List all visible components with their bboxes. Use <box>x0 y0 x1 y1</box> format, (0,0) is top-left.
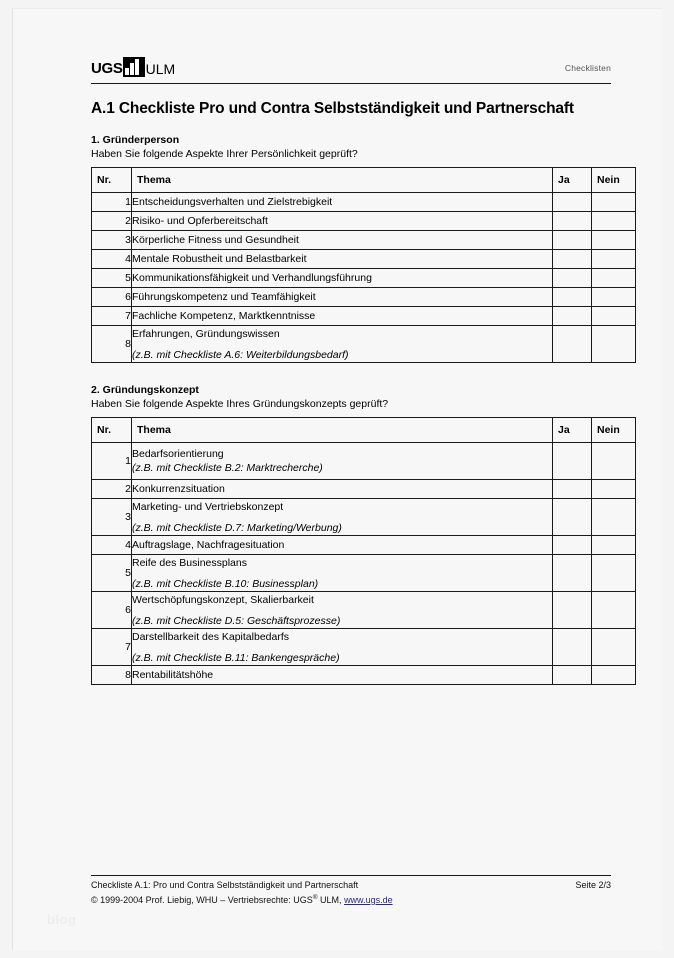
checkbox-cell-nein[interactable] <box>592 326 636 363</box>
header-category-label: Checklisten <box>564 63 611 73</box>
row-topic <box>132 269 553 288</box>
checkbox-cell-ja[interactable] <box>553 250 592 269</box>
row-topic-text: Erfahrungen, Gründungswissen <box>132 327 280 340</box>
row-topic-text: Reife des Businessplans <box>132 556 247 569</box>
row-number: 6 <box>92 288 132 307</box>
section-1-heading: 1. Gründerperson <box>91 134 180 146</box>
row-number: 7 <box>92 629 132 666</box>
document-content <box>91 53 620 685</box>
section-2-subheading: Haben Sie folgende Aspekte Ihres Gründungskonzepts geprüft? <box>91 398 389 410</box>
row-topic-text: Bedarfsorientierung <box>132 448 224 460</box>
row-topic <box>132 666 553 685</box>
footer-title-line: Checkliste A.1: Pro und Contra Selbstständigkeit und Partnerschaft <box>91 880 359 890</box>
logo-text-ulm: ULM <box>145 61 176 77</box>
document-sheet <box>12 8 662 950</box>
row-topic-text: Konkurrenzsituation <box>132 483 225 495</box>
table-row <box>92 629 636 666</box>
row-topic <box>132 307 553 326</box>
footer-copyright-line <box>91 892 611 907</box>
checkbox-cell-ja[interactable] <box>553 536 592 555</box>
table-header-row <box>92 418 636 443</box>
checkbox-cell-nein[interactable] <box>592 443 636 480</box>
row-topic <box>132 536 553 555</box>
row-topic <box>132 193 553 212</box>
table-row <box>92 269 636 288</box>
blog-watermark: blog <box>47 912 77 927</box>
checkbox-cell-ja[interactable] <box>553 269 592 288</box>
table-row <box>92 288 636 307</box>
checkbox-cell-nein[interactable] <box>592 288 636 307</box>
row-topic-text: Entscheidungsverhalten und Zielstrebigkeit <box>132 196 333 208</box>
checkbox-cell-ja[interactable] <box>553 443 592 480</box>
checkbox-cell-nein[interactable] <box>592 499 636 536</box>
checkbox-cell-nein[interactable] <box>592 536 636 555</box>
checkbox-cell-nein[interactable] <box>592 269 636 288</box>
table-row <box>92 536 636 555</box>
row-topic <box>132 250 553 269</box>
row-topic <box>132 288 553 307</box>
footer-text-block <box>91 879 611 906</box>
checkbox-cell-nein[interactable] <box>592 555 636 592</box>
row-number: 4 <box>92 536 132 555</box>
footer-copyright-mid: ULM, <box>317 894 345 905</box>
footer-divider <box>91 875 611 876</box>
section-2-heading: 2. Gründungskonzept <box>91 384 199 396</box>
column-header-nein: Nein <box>592 168 636 193</box>
ugs-ulm-logo <box>91 55 175 77</box>
row-number: 1 <box>92 443 132 480</box>
table-row <box>92 555 636 592</box>
table-row <box>92 231 636 250</box>
checkbox-cell-ja[interactable] <box>553 193 592 212</box>
checkbox-cell-ja[interactable] <box>553 480 592 499</box>
checkbox-cell-nein[interactable] <box>592 666 636 685</box>
table-row <box>92 499 636 536</box>
row-number: 3 <box>92 499 132 536</box>
table-header-row <box>92 168 636 193</box>
column-header-nr: Nr. <box>92 168 132 193</box>
table-row <box>92 250 636 269</box>
row-topic-note: (z.B. mit Checkliste B.10: Businessplan) <box>132 577 319 590</box>
table-row <box>92 193 636 212</box>
row-number: 3 <box>92 231 132 250</box>
row-topic <box>132 555 553 592</box>
row-topic-text: Marketing- und Vertriebskonzept <box>132 500 284 513</box>
row-topic <box>132 212 553 231</box>
row-topic <box>132 499 553 536</box>
row-number: 5 <box>92 269 132 288</box>
checkbox-cell-ja[interactable] <box>553 307 592 326</box>
row-topic-text: Fachliche Kompetenz, Marktkenntnisse <box>132 310 316 322</box>
column-header-ja: Ja <box>553 168 592 193</box>
checklist-table-2 <box>91 417 636 685</box>
checkbox-cell-nein[interactable] <box>592 212 636 231</box>
checkbox-cell-ja[interactable] <box>553 288 592 307</box>
row-number: 2 <box>92 480 132 499</box>
row-topic-text: Mentale Robustheit und Belastbarkeit <box>132 253 307 265</box>
header-divider <box>91 83 611 84</box>
row-number: 1 <box>92 193 132 212</box>
row-topic <box>132 231 553 250</box>
checkbox-cell-ja[interactable] <box>553 666 592 685</box>
column-header-thema: Thema <box>132 168 553 193</box>
checkbox-cell-ja[interactable] <box>553 499 592 536</box>
bar-chart-icon <box>123 57 145 77</box>
checkbox-cell-nein[interactable] <box>592 193 636 212</box>
document-footer <box>91 875 611 906</box>
column-header-thema: Thema <box>132 418 553 443</box>
checkbox-cell-ja[interactable] <box>553 629 592 666</box>
row-number: 8 <box>92 666 132 685</box>
row-topic-text: Wertschöpfungskonzept, Skalierbarkeit <box>132 593 314 606</box>
document-header <box>91 53 611 83</box>
table-row <box>92 326 636 363</box>
checkbox-cell-ja[interactable] <box>553 326 592 363</box>
row-topic-note: (z.B. mit Checkliste D.7: Marketing/Werbung) <box>132 521 342 534</box>
row-topic-note: (z.B. mit Checkliste A.6: Weiterbildungsbedarf) <box>132 348 349 361</box>
checkbox-cell-ja[interactable] <box>553 212 592 231</box>
column-header-ja: Ja <box>553 418 592 443</box>
checkbox-cell-nein[interactable] <box>592 629 636 666</box>
row-topic <box>132 629 553 666</box>
row-topic-text: Kommunikationsfähigkeit und Verhandlungsführung <box>132 272 372 284</box>
row-topic-text: Auftragslage, Nachfragesituation <box>132 539 285 551</box>
ugs-website-link[interactable]: www.ugs.de <box>344 894 393 905</box>
checkbox-cell-ja[interactable] <box>553 592 592 629</box>
registered-trademark-icon: ® <box>312 893 318 901</box>
row-number: 6 <box>92 592 132 629</box>
table-row <box>92 443 636 480</box>
row-number: 2 <box>92 212 132 231</box>
row-number: 5 <box>92 555 132 592</box>
checkbox-cell-ja[interactable] <box>553 555 592 592</box>
checkbox-cell-nein[interactable] <box>592 250 636 269</box>
checkbox-cell-ja[interactable] <box>553 231 592 250</box>
table-row <box>92 592 636 629</box>
logo-text-ugs: UGS <box>91 60 123 77</box>
row-topic <box>132 592 553 629</box>
checkbox-cell-nein[interactable] <box>592 231 636 250</box>
row-topic-text: Risiko- und Opferbereitschaft <box>132 215 268 227</box>
row-topic <box>132 326 553 363</box>
table-row <box>92 307 636 326</box>
row-topic-text: Führungskompetenz und Teamfähigkeit <box>132 291 316 303</box>
row-topic-note: (z.B. mit Checkliste D.5: Geschäftsprozesse) <box>132 614 341 627</box>
checkbox-cell-nein[interactable] <box>592 480 636 499</box>
row-number: 7 <box>92 307 132 326</box>
row-topic <box>132 480 553 499</box>
table-row <box>92 666 636 685</box>
row-topic <box>132 443 553 480</box>
table-row <box>92 480 636 499</box>
section-1-subheading: Haben Sie folgende Aspekte Ihrer Persönlichkeit geprüft? <box>91 148 358 160</box>
row-topic-text: Darstellbarkeit des Kapitalbedarfs <box>132 630 289 643</box>
column-header-nein: Nein <box>592 418 636 443</box>
row-topic-note: (z.B. mit Checkliste B.11: Bankengespräche) <box>132 651 340 664</box>
row-number: 4 <box>92 250 132 269</box>
table-row <box>92 212 636 231</box>
page-title: A.1 Checkliste Pro und Contra Selbstständigkeit und Partnerschaft <box>91 100 574 117</box>
row-topic-text: Körperliche Fitness und Gesundheit <box>132 234 299 246</box>
page-number: Seite 2/3 <box>575 880 611 890</box>
row-number: 8 <box>92 326 132 363</box>
row-topic-text: Rentabilitätshöhe <box>132 669 214 681</box>
column-header-nr: Nr. <box>92 418 132 443</box>
checkbox-cell-nein[interactable] <box>592 307 636 326</box>
footer-copyright-text: © 1999-2004 Prof. Liebig, WHU – Vertriebsrechte: UGS <box>91 894 313 905</box>
checklist-table-1 <box>91 167 636 363</box>
checkbox-cell-nein[interactable] <box>592 592 636 629</box>
row-topic-note: (z.B. mit Checkliste B.2: Marktrecherche) <box>132 462 323 474</box>
